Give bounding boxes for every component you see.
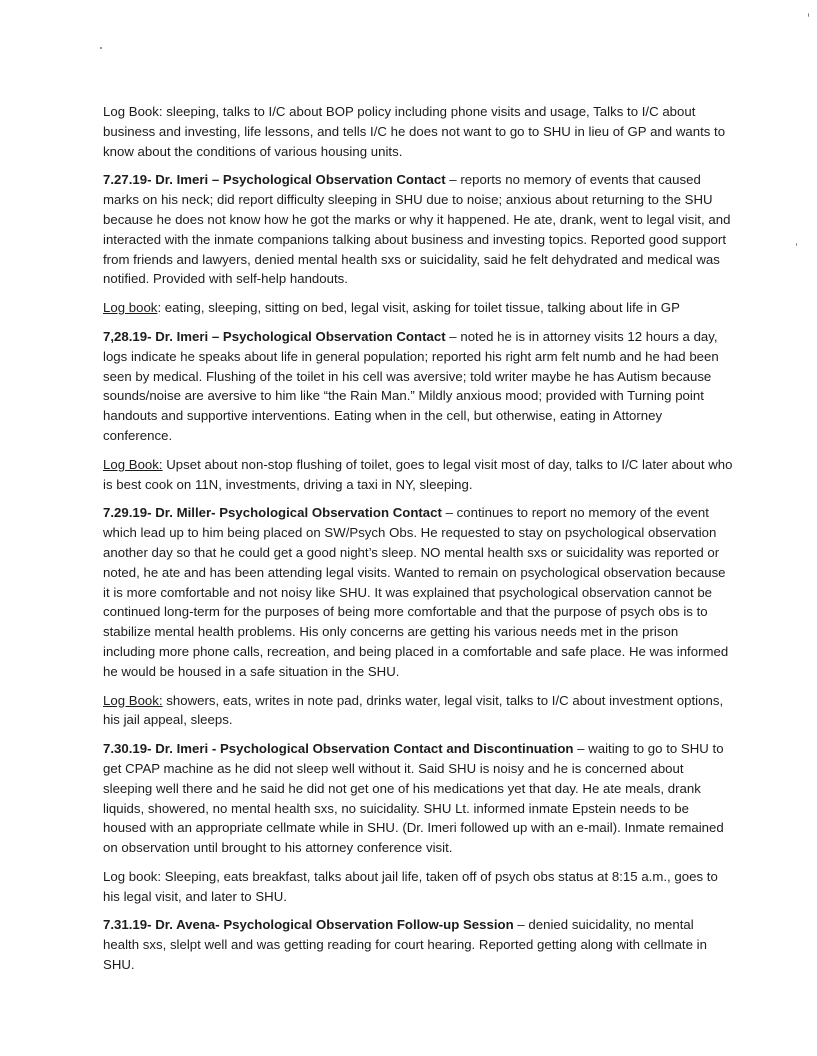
- scan-speck: [100, 47, 102, 49]
- entry-label: Log Book:: [103, 104, 163, 119]
- entry-text: – reports no memory of events that caused marks on his neck; did report difficulty sleeping in SHU due to noise; anxious about returning to the SHU because he does not know how he got the marks or why it happened. He ate, drank, went to legal visit, and interacted with the inmate companions talking about business and investing topics. Reported good support from friends and lawyers, denied mental health sxs or suicidality, said he felt dehydrated and medical was notified. Provided with self-help handouts.: [103, 172, 731, 287]
- entry-label: 7.31.19- Dr. Avena- Psychological Observation Follow-up Session: [103, 917, 514, 933]
- entry-text: – noted he is in attorney visits 12 hours a day, logs indicate he speaks about life in general population; reported his right arm felt numb and he had been seen by medical. Flushing of the toilet in his cell was aversive; told writer maybe he has Autism because sounds/noise are aversive to him like “the Rain Man.” Mildly anxious mood; provided with Turning point handouts and supportive interventions. Eating when in the cell, but otherwise, eating in Attorney conference.: [103, 328, 719, 443]
- entry-text: : eating, sleeping, sitting on bed, legal visit, asking for toilet tissue, talking about life in GP: [157, 300, 680, 316]
- entry-text: – waiting to go to SHU to get CPAP machine as he did not sleep well without it. Said SHU is noisy and he is concerned about sleeping well there and he said he did not get one of his medications yet that day. He ate meals, drank liquids, showered, no mental health sxs, no suicidality. SHU Lt. informed inmate Epstein needs to be housed with an appropriate cellmate while in SHU. (Dr. Imeri followed up with an e-mail). Inmate remained on observation until brought to his attorney conference visit.: [103, 741, 724, 856]
- entry-text: sleeping, talks to I/C about BOP policy including phone visits and usage, Talks to I/C about business and investing, life lessons, and tells I/C he does not want to go to SHU in lieu of GP and wants to know about the conditions of various housing units.: [103, 104, 726, 159]
- clinical-entry: [103, 739, 733, 858]
- log-entry: [103, 102, 733, 161]
- clinical-entry: [103, 915, 733, 974]
- entry-label: Log Book:: [103, 456, 163, 472]
- clinical-entry: [103, 327, 733, 446]
- entry-label: Log Book:: [103, 692, 163, 708]
- scan-speck: [796, 243, 797, 246]
- scan-speck: [808, 13, 809, 17]
- entry-label: 7.30.19- Dr. Imeri - Psychological Observation Contact and Discontinuation: [103, 741, 574, 757]
- entry-text: – denied suicidality, no mental health sxs, slelpt well and was getting reading for court hearing. Reported getting along with cellmate in SHU.: [103, 917, 707, 973]
- entry-text: Upset about non-stop flushing of toilet, goes to legal visit most of day, talks to I/C later about who is best cook on 11N, investments, driving a taxi in NY, sleeping.: [103, 456, 733, 492]
- entry-label: 7,28.19- Dr. Imeri – Psychological Observation Contact: [103, 328, 446, 344]
- log-entry: [103, 691, 733, 731]
- log-entry: [103, 455, 733, 495]
- entry-text: – continues to report no memory of the event which lead up to him being placed on SW/Psych Obs. He requested to stay on psychological observation another day so that he could get a good night’s sleep. NO mental health sxs or suicidality was reported or noted, he ate and has been attending legal visits. Wanted to remain on psychological observation because it is more comfortable and not noisy like SHU. It was explained that psychological observation cannot be continued long-term for the purposes of being more comfortable and that the purpose of psych obs is to stabilize mental health problems. His only concerns are getting his various needs met in the prison including more phone calls, recreation, and being placed in a comfortable and safe place. He was informed he would be housed in a safe situation in the SHU.: [103, 505, 729, 679]
- log-entry: [103, 298, 733, 318]
- clinical-entry: [103, 503, 733, 681]
- clinical-entry: [103, 170, 733, 289]
- entry-label: 7.27.19- Dr. Imeri – Psychological Observation Contact: [103, 172, 446, 188]
- document-body: [103, 102, 733, 984]
- log-entry: [103, 867, 733, 907]
- entry-text: showers, eats, writes in note pad, drinks water, legal visit, talks to I/C about investment options, his jail appeal, sleeps.: [103, 692, 724, 728]
- entry-label: Log book:: [103, 868, 162, 884]
- entry-label: Log book: [103, 300, 158, 316]
- entry-label: 7.29.19- Dr. Miller- Psychological Observation Contact: [103, 505, 442, 521]
- entry-text: Sleeping, eats breakfast, talks about jail life, taken off of psych obs status at 8:15 a.m., goes to his legal visit, and later to SHU.: [103, 868, 718, 904]
